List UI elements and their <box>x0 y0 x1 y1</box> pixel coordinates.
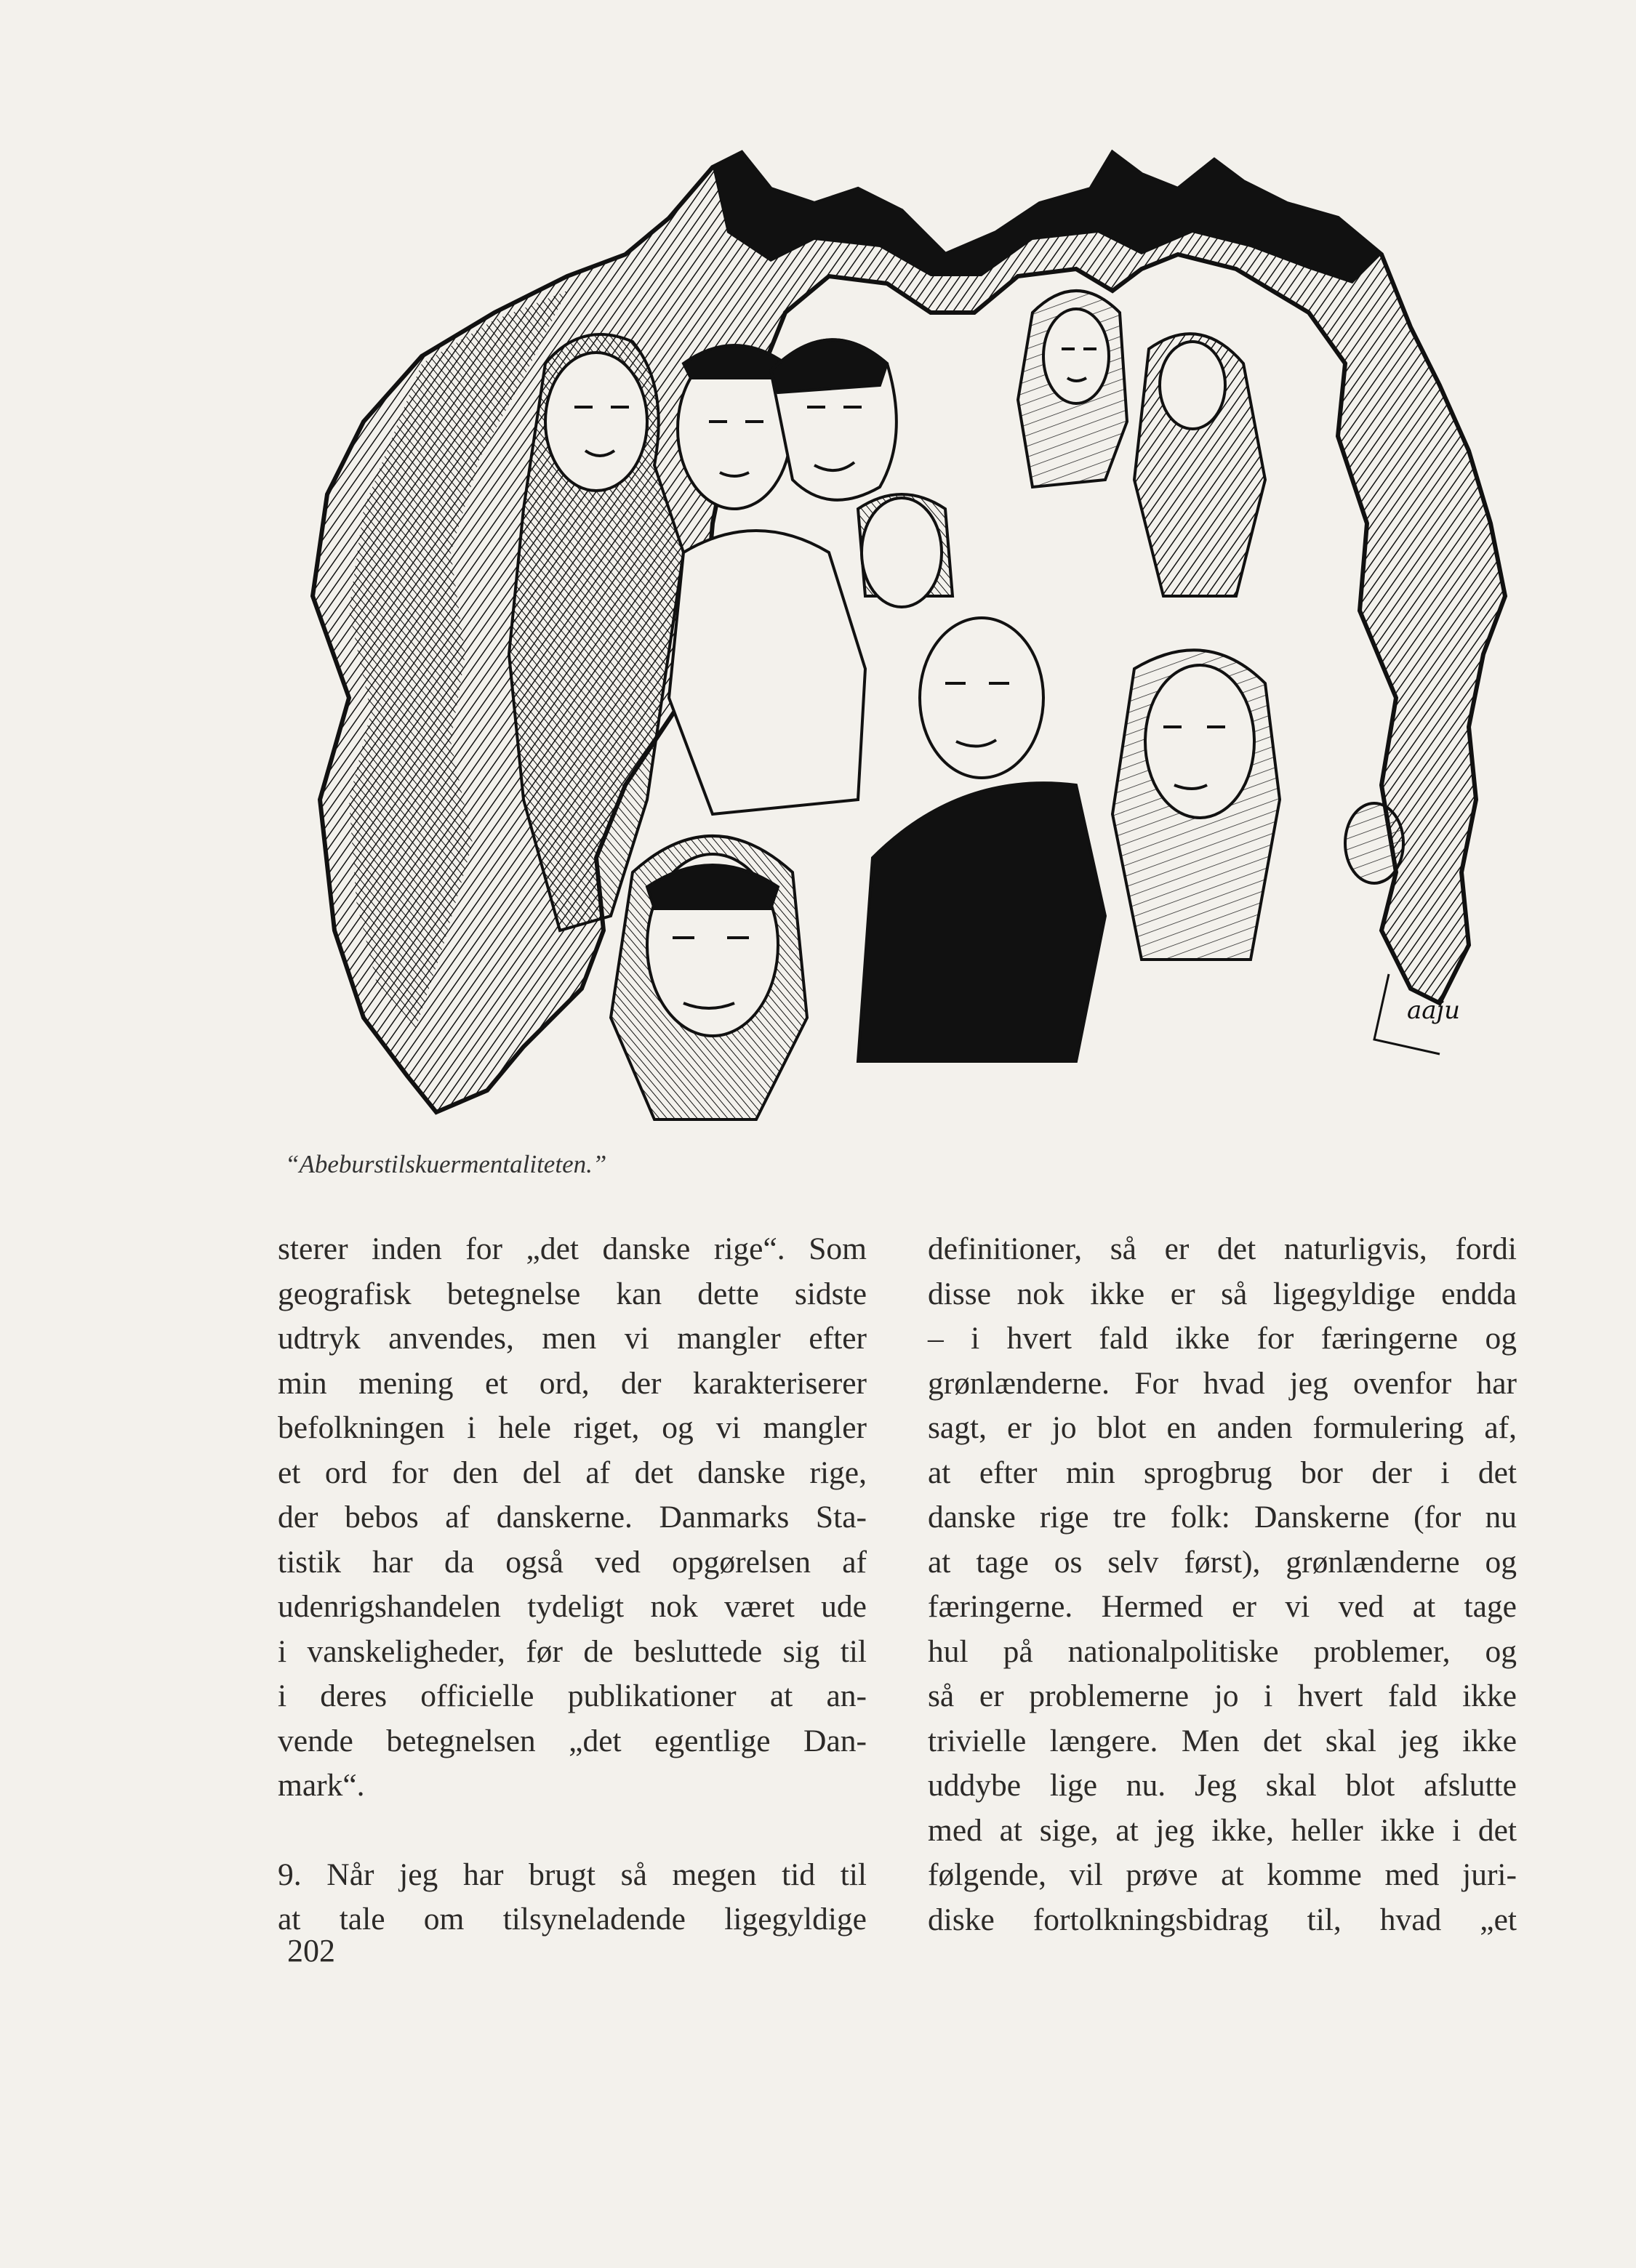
text-line: befolkningen i hele riget, og vi mangler <box>278 1410 867 1445</box>
text-line: hul på nationalpolitiske problemer, og <box>928 1633 1517 1669</box>
text-line: definitioner, så er det naturligvis, fordi <box>928 1231 1517 1266</box>
text-line: danske rige tre folk: Danskerne (for nu <box>928 1500 1517 1535</box>
text-line: mark“. <box>278 1768 365 1803</box>
text-line: der bebos af danskerne. Danmarks Sta- <box>278 1500 867 1535</box>
text-line: færingerne. Hermed er vi ved at tage <box>928 1589 1517 1624</box>
text-line: min mening et ord, der karakteriserer <box>278 1365 867 1401</box>
text-line: sterer inden for „det danske rige“. Som <box>278 1231 867 1266</box>
text-line: 9. Når jeg har brugt så megen tid til <box>278 1857 867 1892</box>
text-line: disse nok ikke er så ligegyldige endda <box>928 1276 1517 1311</box>
text-line: sagt, er jo blot en anden formulering af, <box>928 1410 1517 1445</box>
text-line: trivielle længere. Men det skal jeg ikke <box>928 1723 1517 1758</box>
text-line: vende betegnelsen „det egentlige Dan- <box>278 1723 867 1758</box>
illustration-caption: “Abeburstilskuermentaliteten.” <box>285 1150 607 1178</box>
text-line: geografisk betegnelse kan dette sidste <box>278 1276 867 1311</box>
text-line: udtryk anvendes, men vi mangler efter <box>278 1321 867 1356</box>
text-line: med at sige, at jeg ikke, heller ikke i det <box>928 1812 1517 1848</box>
left-text-column <box>278 1227 867 1942</box>
text-line: tistik har da også ved opgørelsen af <box>278 1544 867 1580</box>
page-number: 202 <box>287 1933 335 1969</box>
text-line: at tage os selv først), grønlænderne og <box>928 1544 1517 1580</box>
text-line: – i hvert fald ikke for færingerne og <box>928 1321 1517 1356</box>
group-of-figures <box>509 291 1403 1119</box>
text-line: uddybe lige nu. Jeg skal blot afslutte <box>928 1768 1517 1803</box>
text-line: følgende, vil prøve at komme med juri- <box>928 1857 1517 1892</box>
text-line: udenrigshandelen tydeligt nok været ude <box>278 1589 867 1624</box>
right-text-column <box>928 1227 1517 1942</box>
text-line: i deres officielle publikationer at an- <box>278 1678 867 1713</box>
text-line: diske fortolkningsbidrag til, hvad „et <box>928 1902 1517 1937</box>
artist-signature: aaju <box>1407 996 1460 1025</box>
text-line: så er problemerne jo i hvert fald ikke <box>928 1678 1517 1713</box>
text-line: et ord for den del af det danske rige, <box>278 1455 867 1490</box>
ink-illustration-group-of-people <box>305 145 1527 1134</box>
text-line: at efter min sprogbrug bor der i det <box>928 1455 1517 1490</box>
text-line: grønlænderne. For hvad jeg ovenfor har <box>928 1365 1517 1401</box>
text-line: at tale om tilsyneladende ligegyldige <box>278 1902 867 1937</box>
text-line: i vanskeligheder, før de besluttede sig til <box>278 1633 867 1669</box>
